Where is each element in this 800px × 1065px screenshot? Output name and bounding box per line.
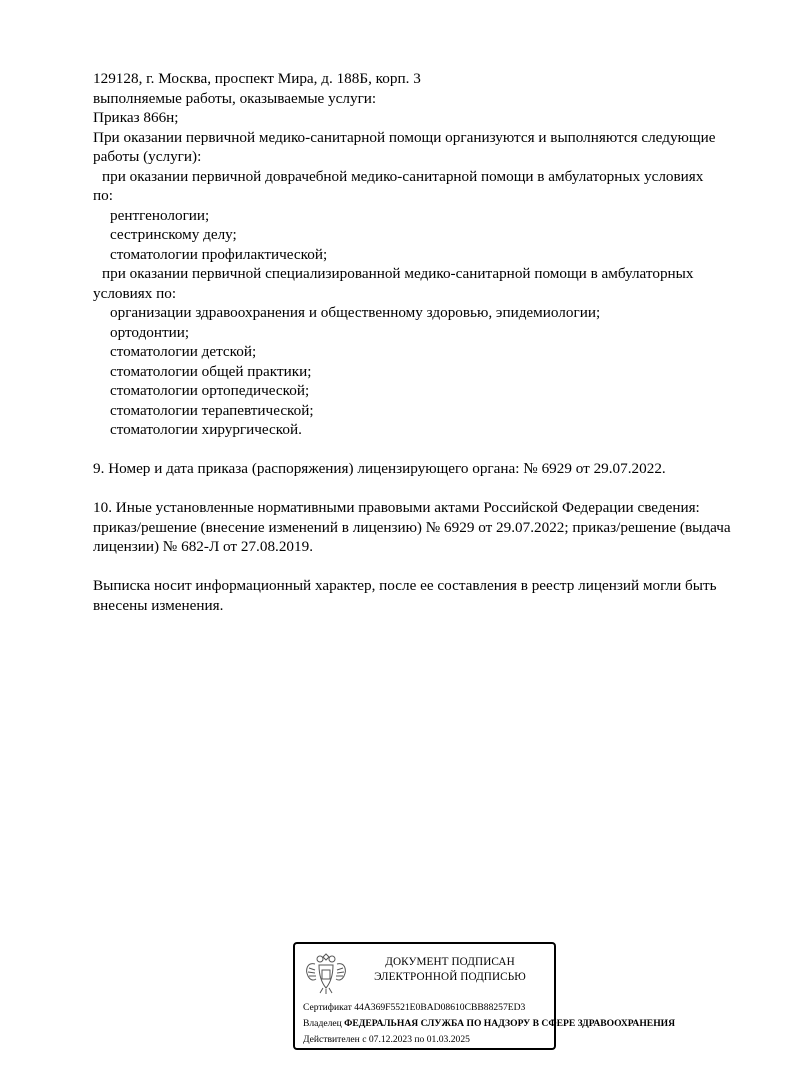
list-item: ортодонтии;: [110, 323, 190, 341]
section-10: 10. Иные установленные нормативными правовыми актами Российской Федерации сведения:: [93, 499, 700, 516]
subsection-heading-cont: условиях по:: [93, 284, 177, 302]
services-heading: выполняемые работы, оказываемые услуги:: [93, 89, 377, 107]
disclaimer: Выписка носит информационный характер, после ее составления в реестр лицензий могли быть: [93, 577, 717, 594]
document-body: [93, 69, 773, 615]
address-line: 129128, г. Москва, проспект Мира, д. 188Б, корп. 3: [93, 70, 421, 87]
paragraph-line: При оказании первичной медико-санитарной помощи организуются и выполняются следующие: [93, 128, 716, 146]
russian-coat-of-arms-icon: [303, 948, 349, 998]
list-item: стоматологии хирургической.: [110, 421, 302, 438]
list-item: рентгенологии;: [110, 206, 210, 224]
electronic-signature-stamp: [293, 942, 676, 1050]
subsection-heading: при оказании первичной доврачебной медико-санитарной помощи в амбулаторных условиях: [102, 167, 704, 185]
list-item: стоматологии общей практики;: [110, 362, 312, 380]
section-9: 9. Номер и дата приказа (распоряжения) лицензирующего органа: № 6929 от 29.07.2022.: [93, 460, 666, 477]
owner-line: Владелец ФЕДЕРАЛЬНАЯ СЛУЖБА ПО НАДЗОРУ В СФЕРЕ ЗДРАВООХРАНЕНИЯ: [303, 1018, 676, 1029]
disclaimer-cont: внесены изменения.: [93, 596, 224, 614]
section-10-cont: лицензии) № 682-Л от 27.08.2019.: [93, 538, 314, 555]
section-10-cont: приказ/решение (внесение изменений в лицензию) № 6929 от 29.07.2022; приказ/решение (выдача: [93, 518, 731, 536]
list-item: стоматологии ортопедической;: [110, 382, 310, 399]
validity-line: Действителен с 07.12.2023 по 01.03.2025: [303, 1034, 470, 1045]
list-item: организации здравоохранения и общественному здоровью, эпидемиологии;: [110, 304, 601, 321]
subsection-heading: при оказании первичной специализированной медико-санитарной помощи в амбулаторных: [102, 265, 694, 282]
list-item: стоматологии профилактической;: [110, 245, 328, 263]
paragraph-line: работы (услуги):: [93, 148, 202, 165]
certificate-line: Сертификат 44A369F5521E0BAD08610CBB88257ED3: [303, 1002, 526, 1013]
list-item: сестринскому делу;: [110, 226, 237, 243]
subsection-heading-cont: по:: [93, 187, 113, 204]
list-item: стоматологии детской;: [110, 343, 257, 360]
order-reference: Приказ 866н;: [93, 109, 179, 126]
list-item: стоматологии терапевтической;: [110, 401, 314, 419]
stamp-title: ДОКУМЕНТ ПОДПИСАН ЭЛЕКТРОННОЙ ПОДПИСЬЮ: [374, 956, 526, 983]
